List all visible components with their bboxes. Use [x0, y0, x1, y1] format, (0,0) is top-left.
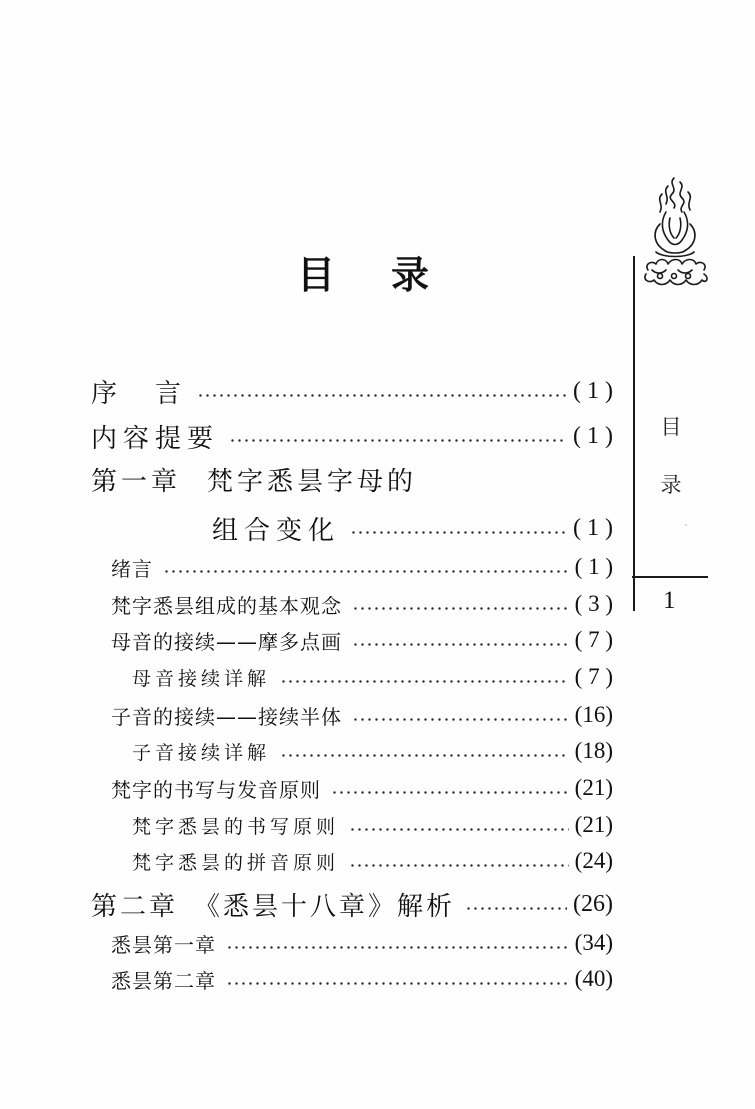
toc-entry-page: (40) — [574, 966, 613, 991]
toc-entry-subsection[interactable] — [132, 731, 613, 771]
dot-leader — [349, 864, 569, 867]
toc-entry-subsection[interactable] — [132, 657, 613, 697]
toc-entry-label: 内容提要 — [91, 423, 220, 454]
toc-entry-page: (21) — [574, 812, 613, 837]
toc-entry-page: (21) — [574, 775, 613, 800]
toc-entry-chapter2[interactable] — [91, 884, 613, 924]
toc-entry-page: (18) — [574, 738, 613, 763]
dot-leader — [349, 828, 569, 831]
dot-leader — [350, 531, 567, 534]
dot-leader — [352, 718, 569, 721]
toc-entry-page: (26) — [573, 890, 613, 917]
dot-leader — [352, 607, 569, 610]
chapter-number: 第一章 — [91, 467, 182, 497]
toc-entry-page: ( 1 ) — [573, 514, 613, 541]
toc-entry-page: (34) — [574, 930, 613, 955]
dot-leader — [280, 680, 569, 683]
toc-entry-section[interactable] — [111, 547, 613, 587]
page-title-char: 录 — [390, 253, 431, 297]
toc-entry-preface[interactable] — [91, 371, 613, 411]
toc-entry-section[interactable] — [111, 923, 613, 963]
toc-entry-section[interactable] — [111, 959, 613, 999]
toc-entry-subsection[interactable] — [132, 805, 613, 845]
chapter-title-line1: 梵字悉昙字母的 — [207, 467, 418, 497]
toc-chapter1-heading[interactable] — [91, 462, 417, 502]
toc-entry-label: 母音接续详解 — [132, 667, 271, 690]
toc-entry-label: 子音的接续——接续半体 — [111, 704, 342, 729]
toc-entry-label: 梵字悉昙的书写原则 — [132, 815, 340, 838]
dot-leader — [226, 982, 569, 985]
toc-entry-page: ( 3 ) — [574, 591, 613, 616]
dot-leader — [226, 946, 569, 949]
dot-leader — [465, 907, 567, 910]
page-title-char: 目 — [297, 253, 338, 297]
toc-entry-summary[interactable] — [91, 416, 613, 456]
toc-entry-label: 序 言 — [91, 378, 188, 409]
dot-leader — [331, 791, 569, 794]
toc-entry-section[interactable] — [111, 584, 613, 624]
toc-entry-page: (24) — [574, 848, 613, 873]
toc-entry-label: 母音的接续——摩多点画 — [111, 629, 342, 654]
toc-entry-label: 悉昙第一章 — [111, 932, 216, 957]
toc-entry-label: 悉昙第二章 — [111, 968, 216, 993]
toc-entry-page: ( 7 ) — [574, 664, 613, 689]
toc-entry-page: ( 7 ) — [574, 627, 613, 652]
toc-entry-page: (16) — [574, 702, 613, 727]
toc-entry-page: ( 1 ) — [574, 554, 613, 579]
toc-entry-subsection[interactable] — [132, 841, 613, 881]
toc-entry-chapter1[interactable] — [212, 508, 613, 548]
toc-entry-page: ( 1 ) — [573, 422, 613, 449]
toc-entry-page: ( 1 ) — [573, 377, 613, 404]
toc-entry-label: 绪言 — [111, 556, 153, 581]
page-number: 1 — [663, 587, 676, 614]
toc-entry-section[interactable] — [111, 695, 613, 735]
dot-leader — [163, 570, 569, 573]
toc-entry-label: 梵字悉昙的拼音原则 — [132, 851, 340, 874]
dot-leader — [229, 439, 567, 442]
dot-leader — [352, 643, 569, 646]
toc-entry-section[interactable] — [111, 620, 613, 660]
toc-entry-label: 梵字的书写与发音原则 — [111, 777, 321, 802]
toc-entry-label: 梵字悉昙组成的基本观念 — [111, 593, 342, 618]
dot-leader — [280, 754, 569, 757]
chapter-title-line2: 组合变化 — [212, 515, 341, 546]
toc-entry-label: 第二章 《悉昙十八章》解析 — [91, 891, 456, 922]
toc-entry-label: 子音接续详解 — [132, 741, 271, 764]
toc-entry-section[interactable] — [111, 768, 613, 808]
running-section-char: 录 — [660, 473, 682, 497]
dot-leader — [197, 394, 567, 397]
running-section-char: 目 — [660, 415, 682, 439]
